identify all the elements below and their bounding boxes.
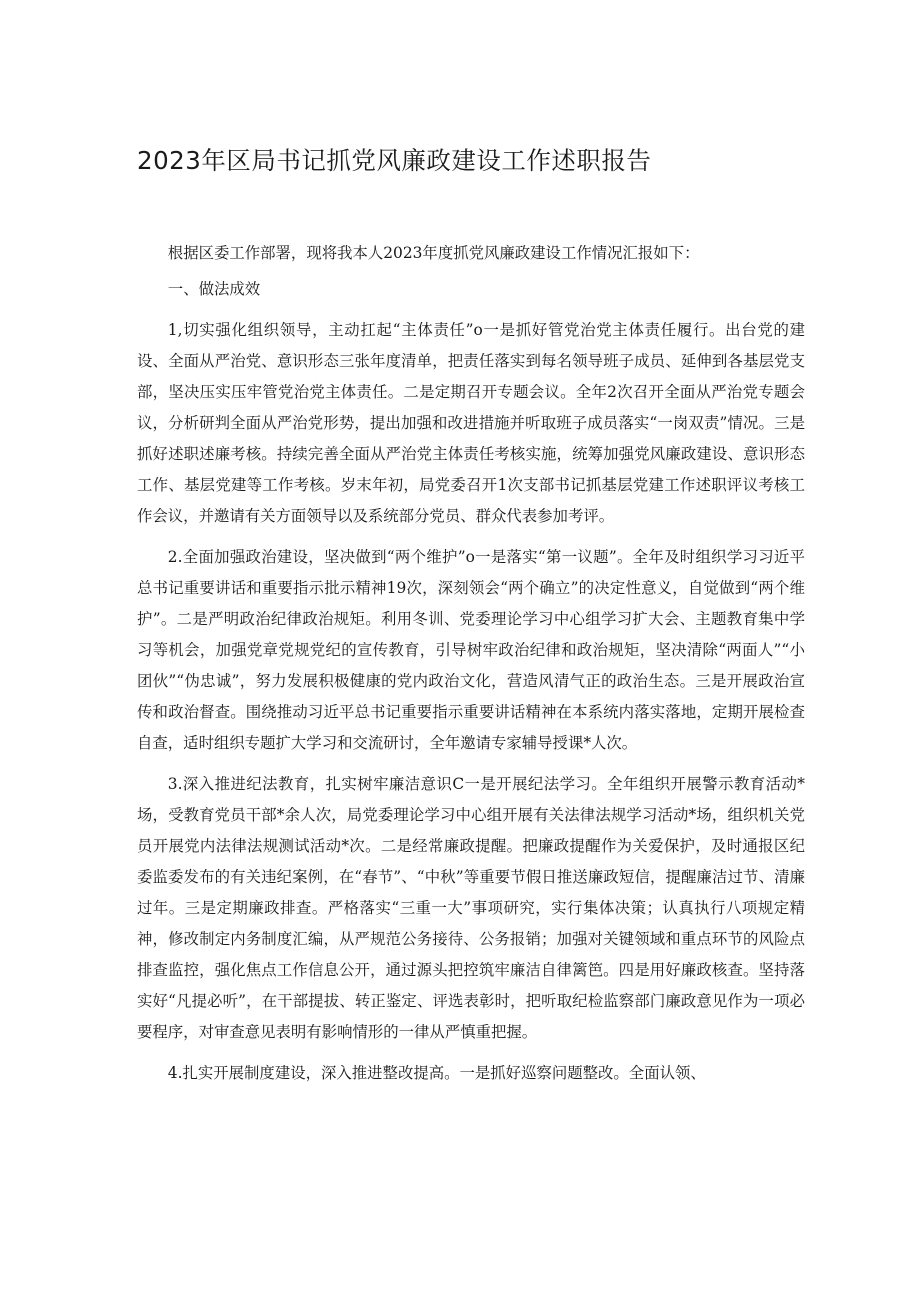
section-heading-achievements: 一、做法成效 xyxy=(167,280,261,298)
paragraph-political-construction: 2.全面加强政治建设，坚决做到“两个维护”o一是落实“第一议题”。全年及时组织学习习近平总书记重要讲话和重要指示批示精神19次，深刻领会“两个确立”的决定性意义，自觉做到“两个维护”。二是严明政治纪律政治规矩。利用冬训、党委理论学习中心组学习扩大会、主题教育集中学习等机会，加强党章党规党纪的宣传教育，引导树牢政治纪律和政治规矩，坚决清除“两面人”“小团伙”“伪忠诚”，努力发展积极健康的党内政治文化，营造风清气正的政治生态。三是开展政治宣传和政治督查。围绕推动习近平总书记重要指示重要讲话精神在本系统内落实落地，定期开展检查自查，适时组织专题扩大学习和交流研讨，全年邀请专家辅导授课*人次。 xyxy=(137,548,805,752)
paragraph-discipline-education: 3.深入推进纪法教育，扎实树牢廉洁意识C一是开展纪法学习。全年组织开展警示教育活动*场，受教育党员干部*余人次，局党委理论学习中心组开展有关法律法规学习活动*场，组织机关党员开展党内法律法规测试活动*次。二是经常廉政提醒。把廉政提醒作为关爱保护，及时通报区纪委监委发布的有关违纪案例，在“春节”、“中秋”等重要节假日推送廉政短信，提醒廉洁过节、清廉过年。三是定期廉政排查。严格落实“三重一大”事项研究，实行集体决策；认真执行八项规定精神，修改制定内务制度汇编，从严规范公务接待、公务报销；加强对关键领域和重点环节的风险点排查监控，强化焦点工作信息公开，通过源头把控筑牢廉洁自律篱笆。四是用好廉政核查。坚持落实好“凡提必听”，在干部提拔、转正鉴定、评选表彰时，把听取纪检监察部门廉政意见作为一项必要程序，对审查意见表明有影响情形的一律从严慎重把握。 xyxy=(137,775,805,1041)
paragraph-organizational-leadership: 1,切实强化组织领导，主动扛起“主体责任”o一是抓好管党治党主体责任履行。出台党的建设、全面从严治党、意识形态三张年度清单，把责任落实到每名领导班子成员、延伸到各基层党支部，坚决压实压牢管党治党主体责任。二是定期召开专题会议。全年2次召开全面从严治党专题会议，分析研判全面从严治党形势，提出加强和改进措施并听取班子成员落实“一岗双责”情况。三是抓好述职述廉考核。持续完善全面从严治党主体责任考核实施，统筹加强党风廉政建设、意识形态工作、基层党建等工作考核。岁末年初，局党委召开1次支部书记抓基层党建工作述职评议考核工作会议，并邀请有关方面领导以及系统部分党员、群众代表参加考评。 xyxy=(137,321,805,525)
intro-paragraph: 根据区委工作部署，现将我本人2023年度抓党风廉政建设工作情况汇报如下： xyxy=(167,244,700,262)
paragraph-system-building: 4.扎实开展制度建设，深入推进整改提高。一是抓好巡察问题整改。全面认领、 xyxy=(167,1064,706,1082)
document-body xyxy=(137,238,805,1099)
document-title: 2023年区局书记抓党风廉政建设工作述职报告 xyxy=(137,146,652,175)
